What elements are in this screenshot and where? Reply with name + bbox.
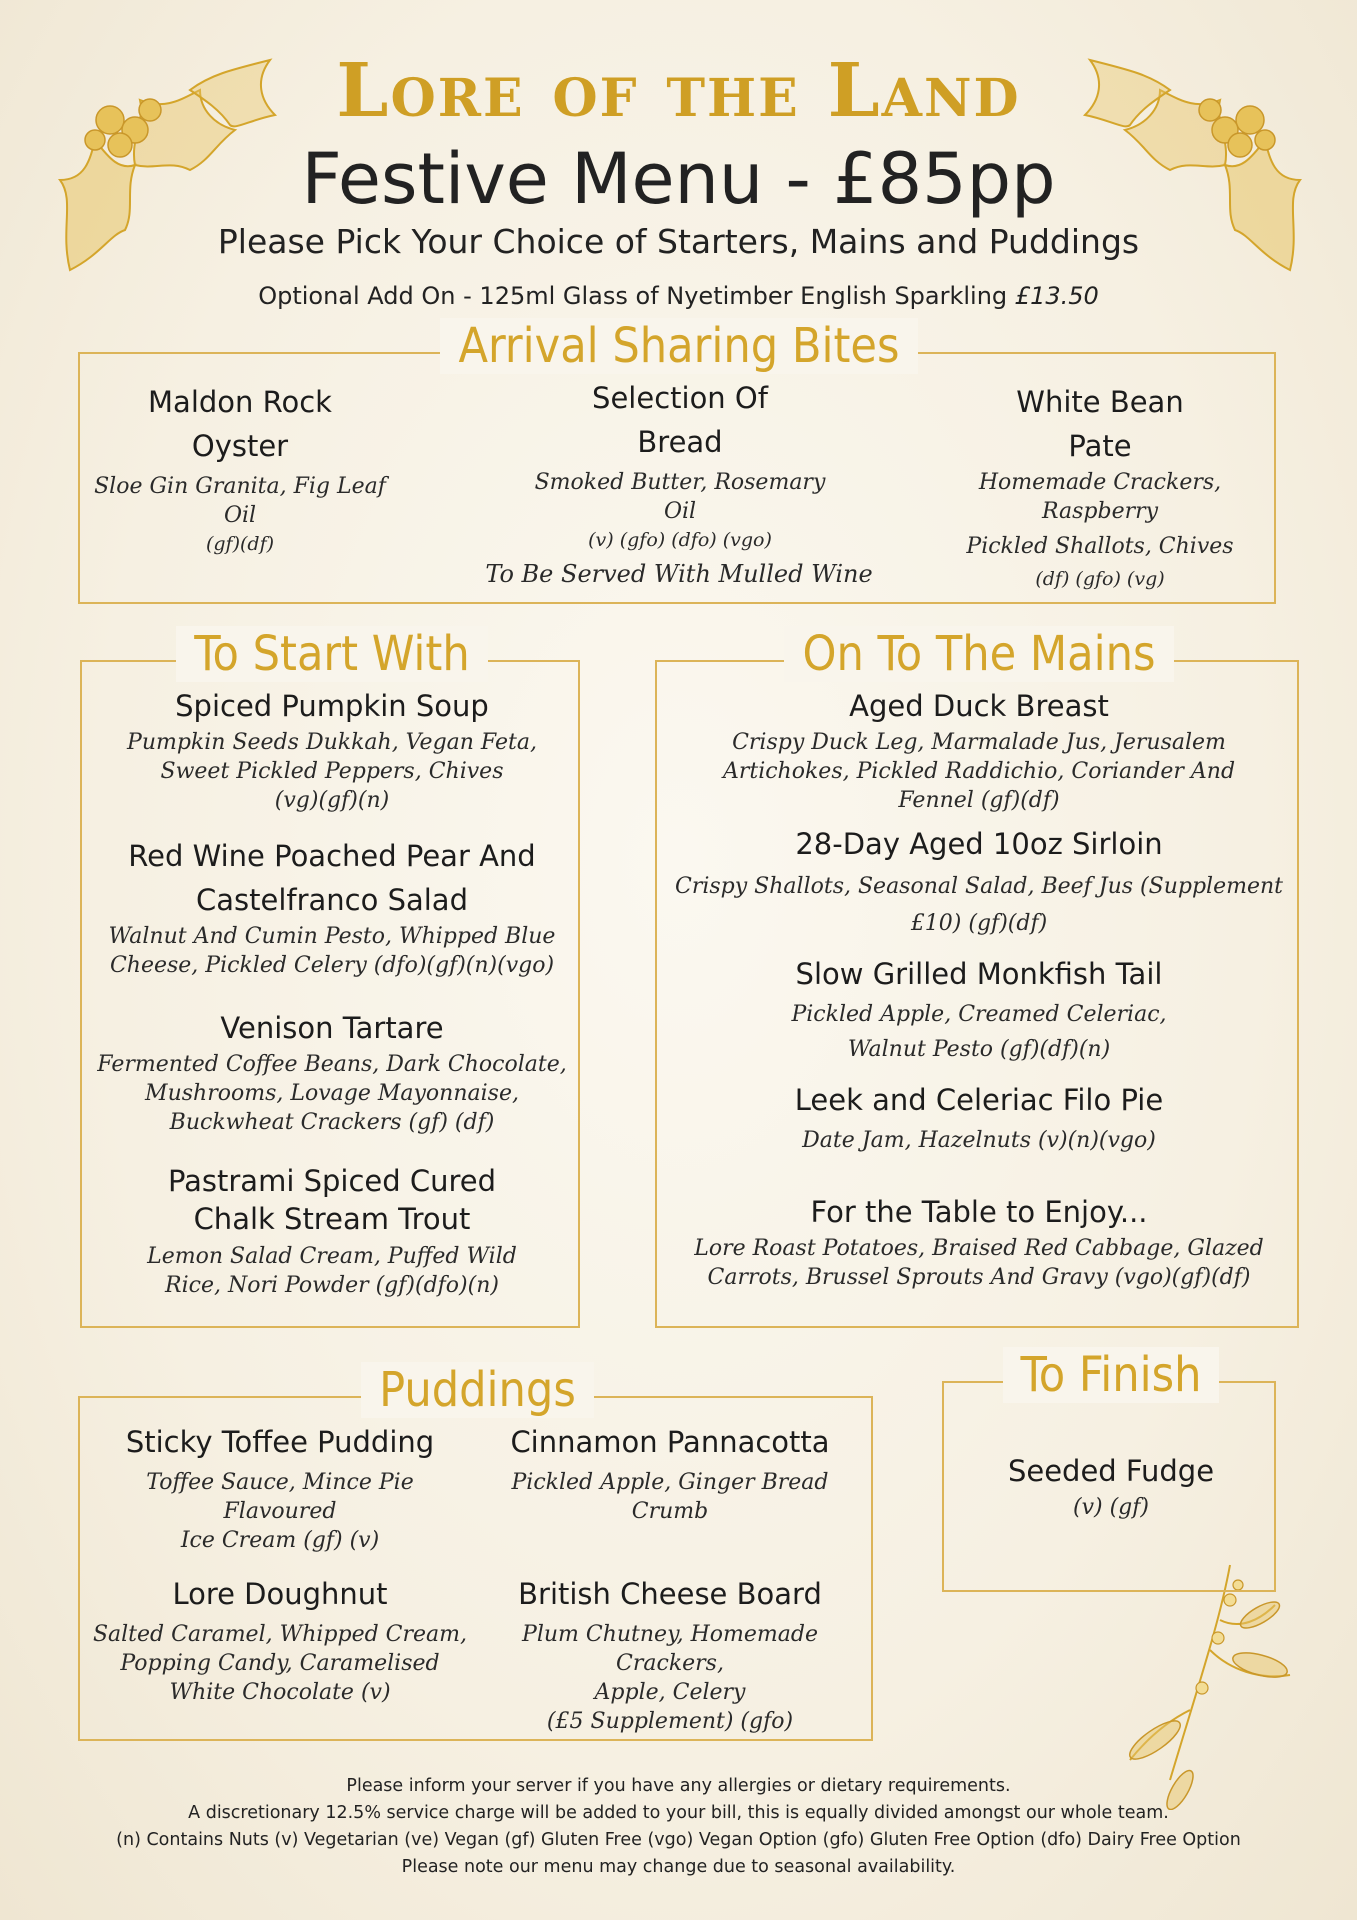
dish-description: Mushrooms, Lovage Mayonnaise,: [145, 1081, 519, 1106]
dish-description: Popping Candy, Caramelised: [120, 1651, 440, 1676]
mains-heading: On To The Mains: [784, 626, 1173, 682]
dish-name: Leek and Celeriac Filo Pie: [794, 1083, 1164, 1117]
arrival-item: [530, 376, 830, 555]
dish-description: Salted Caramel, Whipped Cream,: [92, 1622, 468, 1647]
dish-name: Spiced Pumpkin Soup: [175, 689, 489, 723]
arrival-item: [90, 380, 390, 559]
dish-name: Oyster: [191, 429, 289, 463]
dish-name: White Bean: [1016, 385, 1184, 419]
dish-description: Fermented Coffee Beans, Dark Chocolate,: [97, 1052, 567, 1077]
dish-name: 28-Day Aged 10oz Sirloin: [795, 827, 1163, 861]
puddings-section: [78, 1362, 873, 1741]
dish-description: Walnut And Cumin Pesto, Whipped Blue: [108, 924, 556, 949]
dish-name: Pastrami Spiced Cured: [167, 1164, 497, 1198]
main-item: [657, 1078, 1301, 1155]
puddings-heading: Puddings: [361, 1362, 594, 1418]
footer-notes: [0, 1773, 1357, 1881]
dish-name: Lore Doughnut: [172, 1577, 388, 1611]
dish-name: Slow Grilled Monkfish Tail: [795, 957, 1163, 991]
dish-description: Homemade Crackers, Raspberry: [978, 470, 1222, 524]
arrival-heading: Arrival Sharing Bites: [440, 318, 917, 374]
dish-description: Plum Chutney, Homemade Crackers,: [522, 1622, 818, 1676]
arrival-section: [78, 318, 1276, 604]
dish-description: £10) (gf)(df): [910, 911, 1048, 936]
dish-description: Cheese, Pickled Celery (dfo)(gf)(n)(vgo): [109, 953, 555, 978]
dietary-tags: (v) (gfo) (dfo) (vgo): [588, 529, 772, 551]
dietary-tags: (df) (gfo) (vg): [1035, 568, 1165, 590]
dish-description: Sloe Gin Granita, Fig Leaf Oil: [94, 474, 386, 528]
dish-description: Toffee Sauce, Mince Pie Flavoured: [146, 1470, 414, 1524]
starter-item: [82, 684, 582, 815]
page-subtitle: Please Pick Your Choice of Starters, Mains and Puddings: [217, 222, 1140, 261]
dish-description: Crumb: [631, 1499, 709, 1524]
dish-description: Sweet Pickled Peppers, Chives: [160, 759, 504, 784]
dish-name: Pate: [1068, 429, 1132, 463]
dish-description: Crispy Duck Leg, Marmalade Jus, Jerusalem: [732, 730, 1226, 755]
dish-description: Pickled Apple, Creamed Celeriac,: [791, 1002, 1167, 1027]
dish-name: Bread: [637, 425, 723, 459]
main-item: [657, 684, 1301, 815]
dish-description: Smoked Butter, Rosemary Oil: [534, 470, 826, 524]
finish-item: [944, 1449, 1278, 1522]
dish-description: Fennel (gf)(df): [898, 788, 1060, 813]
dish-name: Selection Of: [592, 381, 768, 415]
footer-line: Please note our menu may change due to seasonal availability.: [401, 1857, 956, 1877]
dish-name: Venison Tartare: [220, 1011, 444, 1045]
dish-name: Cinnamon Pannacotta: [510, 1425, 830, 1459]
starter-item: [82, 834, 582, 980]
main-item: [657, 822, 1301, 938]
dish-description: Date Jam, Hazelnuts (v)(n)(vgo): [802, 1128, 1156, 1153]
dish-description: Buckwheat Crackers (gf) (df): [169, 1110, 495, 1135]
mains-section: [655, 626, 1299, 1328]
dish-description: Artichokes, Pickled Raddichio, Coriander And: [722, 759, 1236, 784]
finish-section: [942, 1347, 1276, 1592]
dish-description: Pumpkin Seeds Dukkah, Vegan Feta,: [127, 730, 537, 755]
page-title: Festive Menu - £85pp: [301, 138, 1056, 220]
dish-description: Pickled Shallots, Chives: [966, 534, 1234, 559]
dish-name: Seeded Fudge: [1007, 1454, 1215, 1488]
finish-heading: To Finish: [1003, 1347, 1220, 1403]
pudding-item: [480, 1572, 860, 1736]
pudding-item: [90, 1572, 470, 1707]
dish-name: Castelfranco Salad: [195, 883, 468, 917]
dietary-tags: (gf)(df): [205, 533, 275, 555]
starter-item: [82, 1162, 582, 1300]
pudding-item: [90, 1420, 470, 1555]
pudding-item: [480, 1420, 860, 1526]
starter-item: [82, 1006, 582, 1137]
footer-line: (n) Contains Nuts (v) Vegetarian (ve) Vegan (gf) Gluten Free (vgo) Vegan Option (gfo) Gluten Free Option (dfo) Dairy Free Option: [116, 1830, 1241, 1850]
arrival-note: To Be Served With Mulled Wine: [485, 560, 873, 588]
dish-description: Apple, Celery: [594, 1680, 746, 1705]
dish-name: Maldon Rock: [148, 385, 332, 419]
brand-logo-text: Lore of the Land: [336, 48, 1021, 134]
dish-name: British Cheese Board: [518, 1577, 822, 1611]
dish-description: (£5 Supplement) (gfo): [546, 1709, 794, 1734]
starters-heading: To Start With: [176, 626, 487, 682]
dish-description: Lemon Salad Cream, Puffed Wild: [147, 1244, 517, 1269]
dish-description: Pickled Apple, Ginger Bread: [511, 1470, 829, 1495]
dish-description: Rice, Nori Powder (gf)(dfo)(n): [165, 1273, 499, 1298]
addon-text: Optional Add On - 125ml Glass of Nyetimber English Sparkling: [258, 282, 1008, 310]
main-item: [657, 952, 1301, 1064]
dietary-tags: (v) (gf): [1073, 1495, 1149, 1520]
dish-name: For the Table to Enjoy...: [810, 1195, 1148, 1229]
dish-name: Red Wine Poached Pear And: [128, 839, 536, 873]
footer-line: A discretionary 12.5% service charge will be added to your bill, this is equally divided amongst our whole team.: [188, 1803, 1169, 1823]
dish-name: Aged Duck Breast: [849, 689, 1109, 723]
main-item: [657, 1190, 1301, 1292]
starters-section: [80, 626, 580, 1328]
dish-description: Crispy Shallots, Seasonal Salad, Beef Jus (Supplement: [675, 874, 1283, 899]
dish-description: Walnut Pesto (gf)(df)(n): [847, 1037, 1111, 1062]
dish-description: Ice Cream (gf) (v): [180, 1528, 380, 1553]
optional-addon: [0, 282, 1357, 310]
dish-description: White Chocolate (v): [169, 1680, 391, 1705]
footer-line: Please inform your server if you have any allergies or dietary requirements.: [346, 1776, 1011, 1796]
dish-description: Lore Roast Potatoes, Braised Red Cabbage, Glazed: [694, 1236, 1264, 1261]
dish-description: Carrots, Brussel Sprouts And Gravy (vgo)(gf)(df): [707, 1265, 1251, 1290]
dish-name: Chalk Stream Trout: [193, 1202, 471, 1236]
dish-name: Sticky Toffee Pudding: [125, 1425, 435, 1459]
addon-price: £13.50: [1014, 282, 1099, 310]
dietary-tags: (vg)(gf)(n): [274, 788, 390, 813]
